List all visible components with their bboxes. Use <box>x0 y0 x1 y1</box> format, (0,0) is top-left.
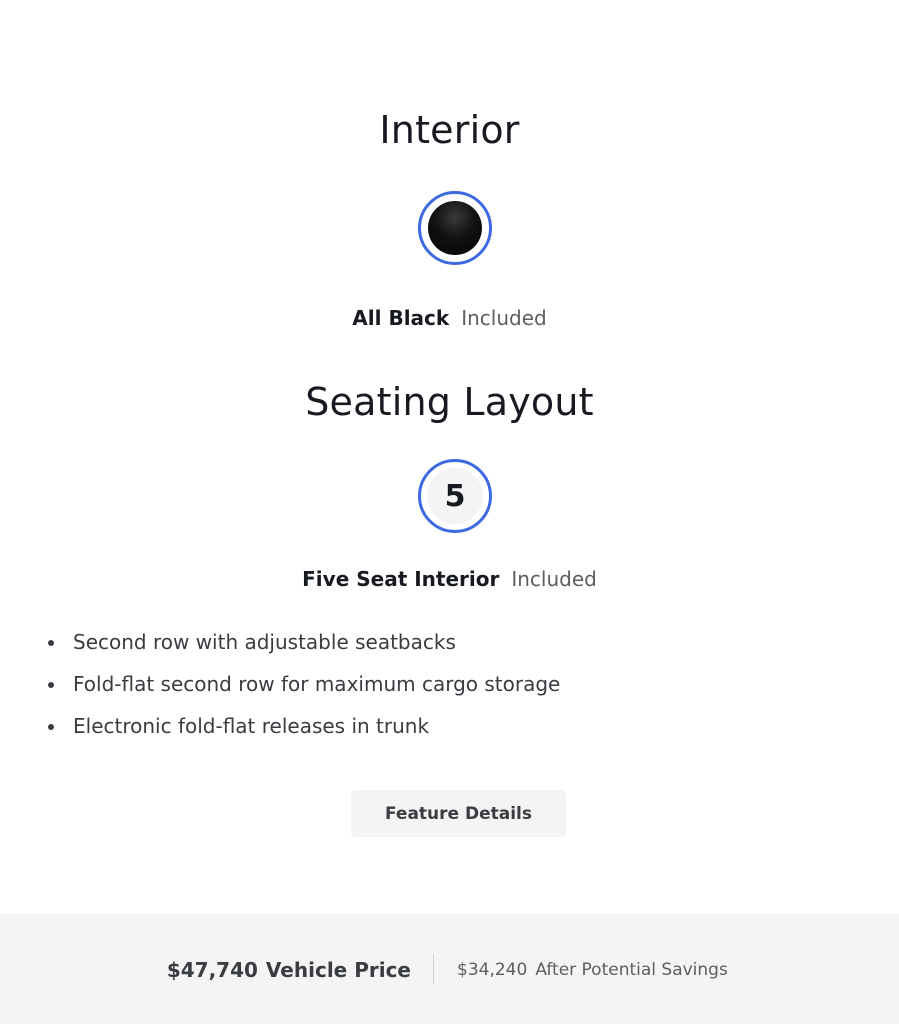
feature-list-item <box>48 630 560 672</box>
savings-price-amount: $34,240 <box>457 960 528 980</box>
seating-option-price: Included <box>511 567 597 591</box>
bullet-icon <box>48 724 54 730</box>
seating-option-name: Five Seat Interior <box>302 567 500 591</box>
feature-text: Second row with adjustable seatbacks <box>73 630 456 654</box>
vehicle-price-amount: $47,740 <box>166 958 258 982</box>
savings-price[interactable] <box>457 960 728 980</box>
price-divider <box>433 954 434 984</box>
bullet-icon <box>48 682 54 688</box>
feature-text: Electronic fold-flat releases in trunk <box>73 714 430 738</box>
seat-count-label: 5 <box>427 468 483 524</box>
seating-feature-list <box>48 630 560 756</box>
all-black-color-swatch <box>428 201 482 255</box>
interior-option-price: Included <box>461 306 547 330</box>
interior-option-name: All Black <box>352 306 450 330</box>
seating-layout-title: Seating Layout <box>305 380 594 424</box>
vehicle-price-label: Vehicle Price <box>265 958 411 982</box>
interior-title: Interior <box>379 108 520 152</box>
interior-selection-label <box>0 306 899 330</box>
price-footer <box>0 914 899 1024</box>
feature-list-item <box>48 714 560 756</box>
vehicle-price[interactable] <box>167 958 411 982</box>
savings-price-label: After Potential Savings <box>535 960 728 980</box>
feature-details-button[interactable]: Feature Details <box>351 790 566 837</box>
feature-list-item <box>48 672 560 714</box>
interior-swatch-all-black[interactable] <box>418 191 492 265</box>
seating-selection-label <box>0 567 899 591</box>
feature-text: Fold-flat second row for maximum cargo storage <box>73 672 561 696</box>
bullet-icon <box>48 640 54 646</box>
seating-option-five[interactable] <box>418 459 492 533</box>
